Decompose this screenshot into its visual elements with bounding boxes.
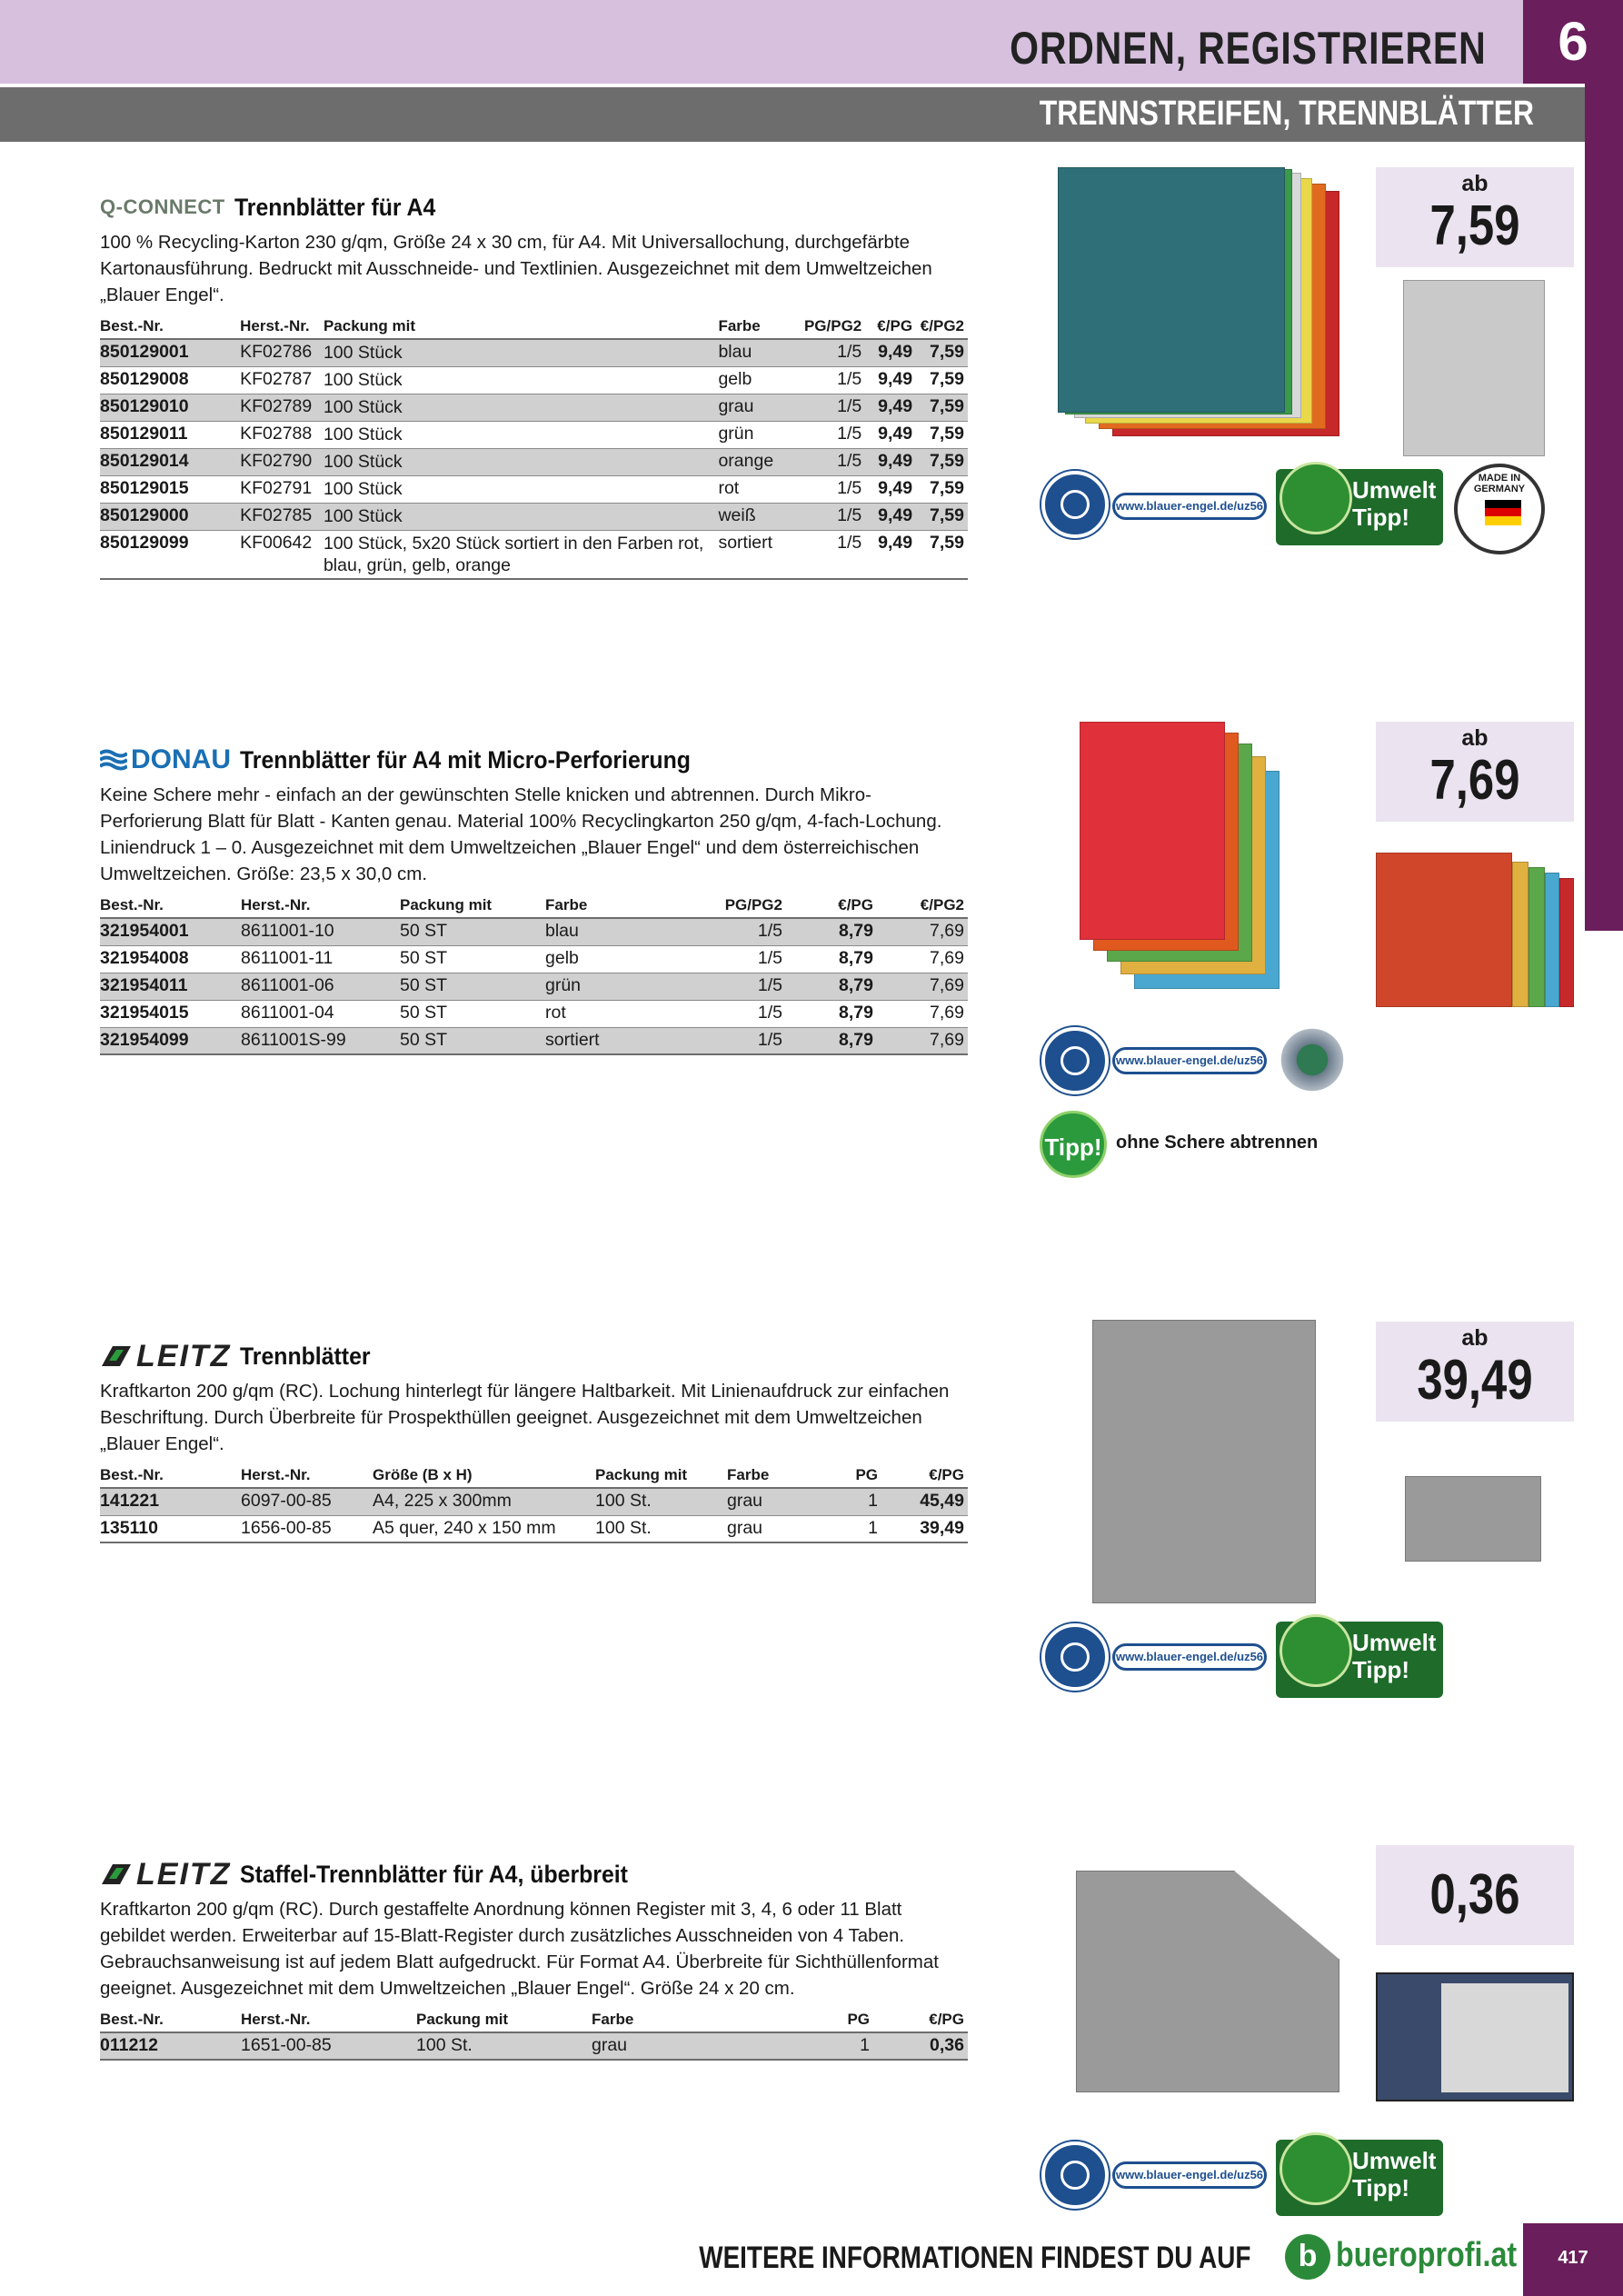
- table-cell: 7,59: [916, 394, 968, 421]
- product-description: Keine Schere mehr - einfach an der gewünschten Stelle knicken und abtrennen. Durch Mikro-Perforierung Blatt für Blatt - Kanten genau. Material 100% Recyclingkarton 250 g/qm, 4-fach-Lochung. Liniendruck 1 – 0. Ausgezeichnet mit dem Umweltzeichen „Blauer Engel“ und dem österreichischen Umweltzeichen. Größe: 23,5 x 30,0 cm.: [100, 784, 942, 884]
- blue-angel-icon: [1041, 1027, 1109, 1094]
- table-cell: 1/5: [804, 421, 865, 448]
- table-cell: sortiert: [718, 530, 804, 579]
- product-description: Kraftkarton 200 g/qm (RC). Durch gestaffelte Anordnung können Register mit 3, 4, 6 oder 11 Blatt gebildet werden. Erweiterbar auf 15-Blatt-Register durch zusätzliches Ausschneiden von 4 Taben. Gebrauchsanweisung ist auf jedem Blatt aufgedruckt. Für Format A4. Überbreite für Sichthüllenformat geeignet. Ausgezeichnet mit dem Umweltzeichen „Blauer Engel“. Größe 24 x 20 cm.: [100, 1899, 939, 1999]
- table-cell: 39,49: [881, 1515, 968, 1542]
- table-cell: 1/5: [804, 448, 865, 475]
- table-cell: 321954099: [100, 1027, 241, 1054]
- column-header: Packung mit: [595, 1462, 727, 1488]
- table-cell: 100 St.: [595, 1488, 727, 1515]
- product-section-2: [100, 742, 968, 1055]
- table-cell: 9,49: [865, 421, 916, 448]
- table-cell: 850129015: [100, 475, 240, 503]
- umwelt-label: Umwelt: [1352, 1629, 1437, 1656]
- table-cell: 321954008: [100, 945, 241, 973]
- table-cell: 9,49: [865, 366, 916, 394]
- bueroprofi-logo-icon: b: [1285, 2234, 1330, 2280]
- price-prefix: ab: [1461, 171, 1489, 196]
- checkmark-icon: [1279, 462, 1352, 534]
- table-cell: blau: [718, 339, 804, 366]
- table-cell: KF02787: [240, 366, 324, 394]
- table-cell: 7,69: [877, 945, 968, 973]
- made-in-text: MADE IN GERMANY: [1473, 473, 1526, 494]
- table-cell: 141221: [100, 1488, 241, 1515]
- blue-angel-icon: [1041, 2141, 1109, 2209]
- table-cell: 1656-00-85: [241, 1515, 373, 1542]
- table-cell: 50 ST: [400, 918, 545, 945]
- table-cell: 50 ST: [400, 945, 545, 973]
- table-cell: 7,59: [916, 339, 968, 366]
- table-cell: 1/5: [804, 530, 865, 579]
- blue-angel-url: www.blauer-engel.de/uz56: [1112, 2161, 1267, 2189]
- table-cell: 1/5: [804, 339, 865, 366]
- product-title: Trennblätter für A4: [234, 193, 436, 221]
- footer-website-link[interactable]: bueroprofi.at: [1336, 2236, 1518, 2274]
- column-header: €/PG: [881, 1462, 968, 1488]
- column-header: €/PG: [786, 893, 877, 918]
- table-cell: 1/5: [804, 503, 865, 530]
- price-value: 39,49: [1417, 1349, 1533, 1412]
- column-header: €/PG2: [877, 893, 968, 918]
- table-cell: 9,49: [865, 503, 916, 530]
- product-image-perforated-stack: [1080, 722, 1289, 994]
- table-cell: 7,69: [877, 1000, 968, 1027]
- product-image-staggered-dividers: [1076, 1871, 1339, 2092]
- brand-logo-donau: [100, 744, 231, 775]
- waves-icon: [100, 749, 127, 771]
- checkmark-icon: [1279, 2132, 1352, 2205]
- table-cell: 1/5: [804, 366, 865, 394]
- table-cell: 1/5: [804, 394, 865, 421]
- column-header: Farbe: [545, 893, 700, 918]
- brand-logo-leitz: [100, 1857, 231, 1892]
- column-header: Herst.-Nr.: [240, 314, 324, 339]
- table-row: [100, 366, 968, 394]
- brand-name: DONAU: [131, 744, 231, 774]
- blue-angel-icon: [1041, 471, 1109, 538]
- table-cell: 7,59: [916, 366, 968, 394]
- table-cell: 135110: [100, 1515, 241, 1542]
- column-header: €/PG2: [916, 314, 968, 339]
- table-cell: 850129001: [100, 339, 240, 366]
- table-cell: weiß: [718, 503, 804, 530]
- austrian-ecolabel-icon: [1276, 1023, 1349, 1096]
- table-cell: 8611001-10: [241, 918, 400, 945]
- price-badge: [1376, 1845, 1574, 1945]
- table-cell: 6097-00-85: [241, 1488, 373, 1515]
- table-cell: 1/5: [700, 1027, 786, 1054]
- table-row: [100, 394, 968, 421]
- table-cell: A5 quer, 240 x 150 mm: [373, 1515, 595, 1542]
- blue-angel-url: www.blauer-engel.de/uz56: [1112, 493, 1267, 520]
- price-badge: [1376, 722, 1574, 822]
- table-cell: grau: [727, 1488, 827, 1515]
- product-description: 100 % Recycling-Karton 230 g/qm, Größe 24 x 30 cm, für A4. Mit Universallochung, durchgefärbte Kartonausführung. Bedruckt mit Ausschneide- und Textlinien. Ausgezeichnet mit dem Umweltzeichen „Blauer Engel“.: [100, 232, 932, 305]
- page-subtitle: TRENNSTREIFEN, TRENNBLÄTTER: [1039, 95, 1534, 133]
- column-header: Best.-Nr.: [100, 1462, 241, 1488]
- product-title: Staffel-Trennblätter für A4, überbreit: [240, 1860, 629, 1888]
- table-cell: orange: [718, 448, 804, 475]
- product-section-3: [100, 1338, 968, 1543]
- footer-text: WEITERE INFORMATIONEN FINDEST DU AUF: [698, 2241, 1250, 2275]
- column-header: Herst.-Nr.: [241, 2007, 416, 2032]
- product-section-1: [100, 189, 968, 580]
- table-cell: 9,49: [865, 394, 916, 421]
- column-header: Packung mit: [416, 2007, 592, 2032]
- table-cell: 850129008: [100, 366, 240, 394]
- product-title: Trennblätter für A4 mit Micro-Perforierung: [240, 745, 691, 774]
- price-prefix: ab: [1461, 725, 1489, 751]
- product-image-divider-stack: [1058, 167, 1358, 440]
- brand-logo-qconnect: [100, 195, 225, 219]
- table-cell: 8611001S-99: [241, 1027, 400, 1054]
- price-badge: [1376, 1322, 1574, 1422]
- page-number: 417: [1523, 2223, 1623, 2296]
- table-cell: 100 Stück: [324, 339, 719, 366]
- brand-name: Q-CONNECT: [100, 195, 225, 218]
- product-image-a5-divider: [1405, 1476, 1541, 1562]
- column-header: Herst.-Nr.: [241, 1462, 373, 1488]
- table-cell: grau: [592, 2032, 810, 2060]
- tipp-badge: Tipp!: [1040, 1111, 1107, 1178]
- table-cell: KF02786: [240, 339, 324, 366]
- table-row: [100, 1027, 968, 1054]
- column-header: Packung mit: [324, 314, 719, 339]
- price-value: 0,36: [1429, 1863, 1520, 1926]
- table-cell: 7,59: [916, 530, 968, 579]
- table-row: [100, 339, 968, 366]
- table-cell: 9,49: [865, 475, 916, 503]
- leitz-mark-icon: [100, 1862, 133, 1886]
- umwelt-label: Umwelt: [1352, 476, 1437, 504]
- table-cell: 50 ST: [400, 1000, 545, 1027]
- table-cell: 8611001-06: [241, 973, 400, 1000]
- table-cell: 1/5: [700, 973, 786, 1000]
- page-title: ORDNEN, REGISTRIEREN: [1010, 23, 1487, 74]
- column-header: PG/PG2: [804, 314, 865, 339]
- table-row: [100, 2032, 968, 2060]
- price-value: 7,59: [1429, 195, 1520, 257]
- table-cell: A4, 225 x 300mm: [373, 1488, 595, 1515]
- product-title: Trennblätter: [240, 1342, 371, 1370]
- table-cell: 850129000: [100, 503, 240, 530]
- product-image-binder-with-dividers: [1376, 1972, 1574, 2101]
- table-cell: 100 Stück, 5x20 Stück sortiert in den Farben rot, blau, grün, gelb, orange: [324, 530, 719, 579]
- table-cell: 1/5: [804, 475, 865, 503]
- table-cell: 100 Stück: [324, 448, 719, 475]
- tipp-label: Tipp!: [1352, 1656, 1410, 1683]
- blue-angel-url: www.blauer-engel.de/uz56: [1112, 1047, 1267, 1074]
- product-section-4: [100, 1856, 968, 2061]
- table-cell: 100 Stück: [324, 421, 719, 448]
- table-row: [100, 1000, 968, 1027]
- table-cell: 7,59: [916, 503, 968, 530]
- table-cell: 8611001-04: [241, 1000, 400, 1027]
- chapter-side-bar: [1585, 84, 1623, 931]
- umwelt-tipp-badge: [1276, 1622, 1443, 1698]
- table-cell: KF02791: [240, 475, 324, 503]
- product-table: [100, 2007, 968, 2061]
- product-image-grey-divider: [1403, 280, 1545, 456]
- table-row: [100, 475, 968, 503]
- brand-logo-leitz: [100, 1339, 231, 1374]
- column-header: €/PG: [873, 2007, 968, 2032]
- table-cell: 7,59: [916, 421, 968, 448]
- column-header: Best.-Nr.: [100, 2007, 241, 2032]
- table-cell: 100 Stück: [324, 366, 719, 394]
- product-table: [100, 1462, 968, 1543]
- table-cell: 850129011: [100, 421, 240, 448]
- table-row: [100, 503, 968, 530]
- column-header: PG/PG2: [700, 893, 786, 918]
- table-cell: 9,49: [865, 339, 916, 366]
- table-cell: 1: [827, 1488, 881, 1515]
- blue-angel-url: www.blauer-engel.de/uz56: [1112, 1643, 1267, 1671]
- column-header: Herst.-Nr.: [241, 893, 400, 918]
- table-cell: 9,49: [865, 530, 916, 579]
- tipp-text: ohne Schere abtrennen: [1116, 1133, 1319, 1153]
- table-cell: 850129014: [100, 448, 240, 475]
- column-header: Farbe: [592, 2007, 810, 2032]
- table-cell: sortiert: [545, 1027, 700, 1054]
- table-cell: 7,69: [877, 973, 968, 1000]
- product-image-grey-dividers: [1092, 1320, 1316, 1603]
- table-cell: 7,69: [877, 1027, 968, 1054]
- table-cell: 850129010: [100, 394, 240, 421]
- table-row: [100, 421, 968, 448]
- column-header: PG: [827, 1462, 881, 1488]
- table-cell: grau: [727, 1515, 827, 1542]
- column-header: Farbe: [727, 1462, 827, 1488]
- table-cell: 100 Stück: [324, 475, 719, 503]
- column-header: Größe (B x H): [373, 1462, 595, 1488]
- table-cell: 850129099: [100, 530, 240, 579]
- table-cell: 8,79: [786, 1027, 877, 1054]
- table-cell: 0,36: [873, 2032, 968, 2060]
- table-cell: 100 Stück: [324, 503, 719, 530]
- product-table: [100, 314, 968, 580]
- price-value: 7,69: [1429, 749, 1520, 812]
- umwelt-label: Umwelt: [1352, 2147, 1437, 2174]
- umwelt-tipp-badge: [1276, 469, 1443, 545]
- table-cell: 50 ST: [400, 973, 545, 1000]
- table-cell: 8611001-11: [241, 945, 400, 973]
- table-cell: 50 ST: [400, 1027, 545, 1054]
- product-image-perforation-detail: [1376, 834, 1574, 1007]
- table-cell: rot: [718, 475, 804, 503]
- table-row: [100, 973, 968, 1000]
- table-cell: blau: [545, 918, 700, 945]
- table-cell: 8,79: [786, 945, 877, 973]
- table-cell: 8,79: [786, 973, 877, 1000]
- table-row: [100, 448, 968, 475]
- table-cell: 7,59: [916, 475, 968, 503]
- table-cell: 7,59: [916, 448, 968, 475]
- table-cell: 1: [827, 1515, 881, 1542]
- table-cell: 45,49: [881, 1488, 968, 1515]
- table-cell: grün: [545, 973, 700, 1000]
- german-flag-icon: [1485, 500, 1521, 525]
- made-in-germany-seal: [1454, 464, 1545, 554]
- column-header: Best.-Nr.: [100, 893, 241, 918]
- table-cell: gelb: [718, 366, 804, 394]
- table-cell: 100 St.: [595, 1515, 727, 1542]
- column-header: Packung mit: [400, 893, 545, 918]
- price-prefix: ab: [1461, 1325, 1489, 1351]
- column-header: PG: [810, 2007, 873, 2032]
- table-cell: 8,79: [786, 1000, 877, 1027]
- column-header: Farbe: [718, 314, 804, 339]
- table-cell: 8,79: [786, 918, 877, 945]
- umwelt-tipp-badge: [1276, 2140, 1443, 2216]
- table-row: [100, 945, 968, 973]
- table-cell: 321954015: [100, 1000, 241, 1027]
- brand-name: LEITZ: [136, 1338, 232, 1373]
- tipp-label: Tipp!: [1352, 2174, 1410, 2201]
- tipp-label: Tipp!: [1352, 504, 1410, 531]
- product-table: [100, 893, 968, 1055]
- checkmark-icon: [1279, 1614, 1352, 1687]
- table-cell: grau: [718, 394, 804, 421]
- table-row: [100, 530, 968, 579]
- table-cell: KF02790: [240, 448, 324, 475]
- table-cell: 1/5: [700, 1000, 786, 1027]
- leitz-mark-icon: [100, 1344, 133, 1368]
- chapter-number: 6: [1523, 0, 1623, 84]
- table-cell: 7,69: [877, 918, 968, 945]
- table-cell: grün: [718, 421, 804, 448]
- column-header: €/PG: [865, 314, 916, 339]
- table-cell: 1/5: [700, 918, 786, 945]
- table-row: [100, 1515, 968, 1542]
- brand-name: LEITZ: [136, 1856, 232, 1892]
- table-cell: KF00642: [240, 530, 324, 579]
- table-cell: 011212: [100, 2032, 241, 2060]
- table-cell: 100 St.: [416, 2032, 592, 2060]
- product-description: Kraftkarton 200 g/qm (RC). Lochung hinterlegt für längere Haltbarkeit. Mit Linienaufdruck zur einfachen Beschriftung. Durch Überbreite für Prospekthüllen geeignet. Ausgezeichnet mit dem Umweltzeichen „Blauer Engel“.: [100, 1381, 950, 1454]
- table-row: [100, 1488, 968, 1515]
- column-header: Best.-Nr.: [100, 314, 240, 339]
- table-cell: KF02789: [240, 394, 324, 421]
- table-cell: 1651-00-85: [241, 2032, 416, 2060]
- table-cell: 1/5: [700, 945, 786, 973]
- table-cell: rot: [545, 1000, 700, 1027]
- table-cell: 321954011: [100, 973, 241, 1000]
- table-cell: 321954001: [100, 918, 241, 945]
- price-badge: [1376, 167, 1574, 267]
- table-cell: 1: [810, 2032, 873, 2060]
- table-cell: 100 Stück: [324, 394, 719, 421]
- blue-angel-icon: [1041, 1623, 1109, 1691]
- table-cell: 9,49: [865, 448, 916, 475]
- table-row: [100, 918, 968, 945]
- table-cell: KF02788: [240, 421, 324, 448]
- table-cell: KF02785: [240, 503, 324, 530]
- table-cell: gelb: [545, 945, 700, 973]
